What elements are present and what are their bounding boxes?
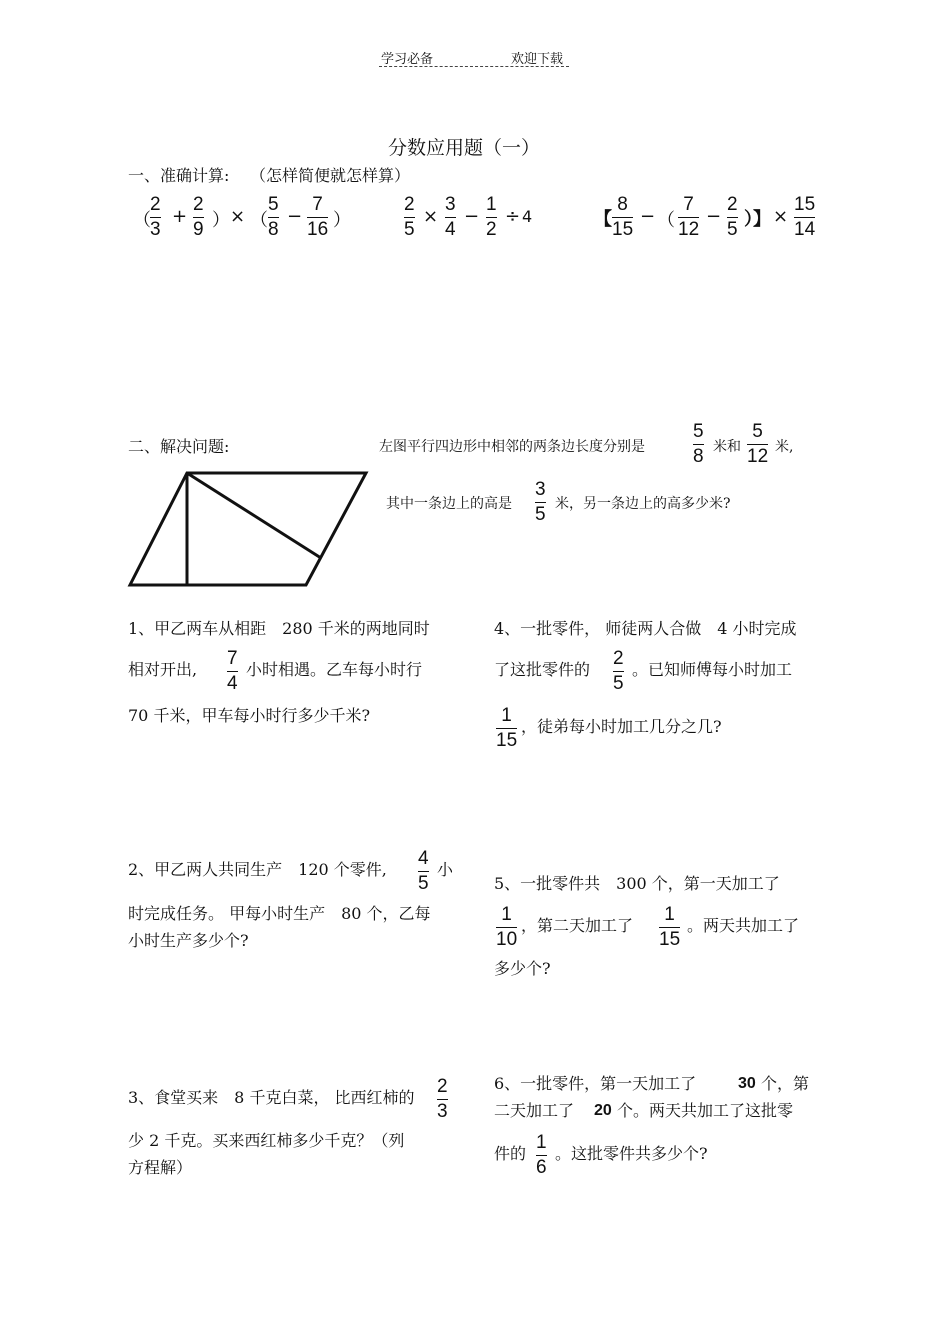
- fraction: 2 5: [727, 194, 738, 240]
- problem-text: 70 千米，甲车每小时行多少千米?: [128, 706, 371, 725]
- page-title: 分数应用题（一）: [388, 137, 541, 159]
- intro-text: 米，另一条边上的高多少米?: [555, 496, 731, 512]
- problem-text: 2、甲乙两人共同生产 120 个零件,: [128, 860, 387, 879]
- paren: ）: [333, 210, 351, 231]
- header-left: 学习必备: [381, 52, 434, 67]
- operator-minus: −: [640, 206, 656, 227]
- fraction: 5 8: [693, 421, 704, 467]
- height-line: [187, 473, 321, 558]
- problem-text: 4、一批零件， 师徒两人合做 4 小时完成: [494, 619, 797, 638]
- intro-text: 米,: [775, 439, 794, 455]
- operator-times: ×: [773, 206, 789, 227]
- fraction: 3 4: [445, 194, 456, 240]
- problem-text: 了这批零件的: [494, 660, 591, 679]
- problem-text: 二天加工了: [494, 1101, 575, 1120]
- parallelogram-outline: [130, 473, 366, 585]
- intro-text: 其中一条边上的高是: [386, 496, 512, 512]
- section1-note: （怎样简便就怎样算）: [250, 166, 411, 185]
- fraction: 7 4: [227, 648, 238, 694]
- problem-text: ，第二天加工了: [521, 916, 634, 935]
- intro-text: 米和: [713, 439, 741, 455]
- problem-text: 方程解）: [128, 1158, 193, 1177]
- problem-text: 件的: [494, 1144, 527, 1163]
- problem-text: 多少个?: [494, 959, 551, 978]
- parallelogram-figure: [126, 468, 372, 590]
- problem-text: 个，第: [761, 1074, 810, 1093]
- operator-minus: −: [287, 206, 303, 227]
- fraction: 7 16: [307, 194, 329, 240]
- operator-times: ×: [423, 206, 439, 227]
- fraction: 5 8: [268, 194, 279, 240]
- paren: （: [133, 210, 151, 231]
- fraction: 1 2: [486, 194, 497, 240]
- paren: （: [657, 210, 675, 231]
- problem-text: 。这批零件共多少个?: [555, 1144, 708, 1163]
- problem-text: 5、一批零件共 300 个，第一天加工了: [494, 874, 780, 893]
- operator-minus: −: [706, 206, 722, 227]
- problem-text: 少 2 千克。买来西红柿多少千克？（列: [128, 1131, 405, 1150]
- fraction: 2 9: [193, 194, 204, 240]
- fraction: 2 5: [404, 194, 415, 240]
- problem-number: 30: [738, 1075, 756, 1092]
- fraction: 2 5: [613, 648, 624, 694]
- bracket: 【: [594, 209, 612, 230]
- fraction: 2 3: [437, 1076, 448, 1122]
- fraction: 1 15: [659, 904, 681, 950]
- section2-heading: 二、解决问题:: [128, 437, 230, 456]
- problem-text: 3、食堂买来 8 千克白菜， 比西红柿的: [128, 1088, 415, 1107]
- number: 4: [522, 207, 533, 226]
- problem-text: 时完成任务。 甲每小时生产 80 个，乙每: [128, 904, 431, 923]
- header-right: 欢迎下载: [511, 52, 564, 67]
- problem-text: 小时相遇。乙车每小时行: [246, 660, 423, 679]
- section1-heading: 一、准确计算:: [128, 166, 230, 185]
- header-divider: [379, 66, 569, 67]
- operator-times: ×: [230, 206, 246, 227]
- problem-text: 小时生产多少个?: [128, 931, 249, 950]
- problem-text: 1、甲乙两车从相距 280 千米的两地同时: [128, 619, 430, 638]
- intro-text: 左图平行四边形中相邻的两条边长度分别是: [379, 439, 645, 455]
- problem-text: 6、一批零件，第一天加工了: [494, 1074, 697, 1093]
- fraction: 1 10: [496, 904, 518, 950]
- problem-text: ，徒弟每小时加工几分之几?: [521, 717, 722, 736]
- fraction: 8 15: [612, 194, 634, 240]
- fraction: 15 14: [794, 194, 816, 240]
- fraction: 2 3: [150, 194, 161, 240]
- problem-text: 个。两天共加工了这批零: [617, 1101, 794, 1120]
- problem-number: 20: [594, 1102, 612, 1119]
- problem-text: 相对开出,: [128, 660, 198, 679]
- fraction: 3 5: [535, 479, 546, 525]
- fraction: 4 5: [418, 848, 429, 894]
- operator-plus: +: [172, 206, 188, 227]
- operator-minus: −: [464, 206, 480, 227]
- problem-text: 小: [437, 860, 454, 879]
- paren: （: [250, 210, 268, 231]
- fraction: 1 6: [536, 1132, 547, 1178]
- operator-divide: ÷: [505, 206, 521, 227]
- fraction: 1 15: [496, 705, 518, 751]
- bracket: ）】: [744, 209, 771, 230]
- problem-text: 。两天共加工了: [687, 916, 800, 935]
- problem-text: 。已知师傅每小时加工: [632, 660, 793, 679]
- fraction: 7 12: [678, 194, 700, 240]
- paren: ）: [212, 210, 230, 231]
- fraction: 5 12: [747, 421, 769, 467]
